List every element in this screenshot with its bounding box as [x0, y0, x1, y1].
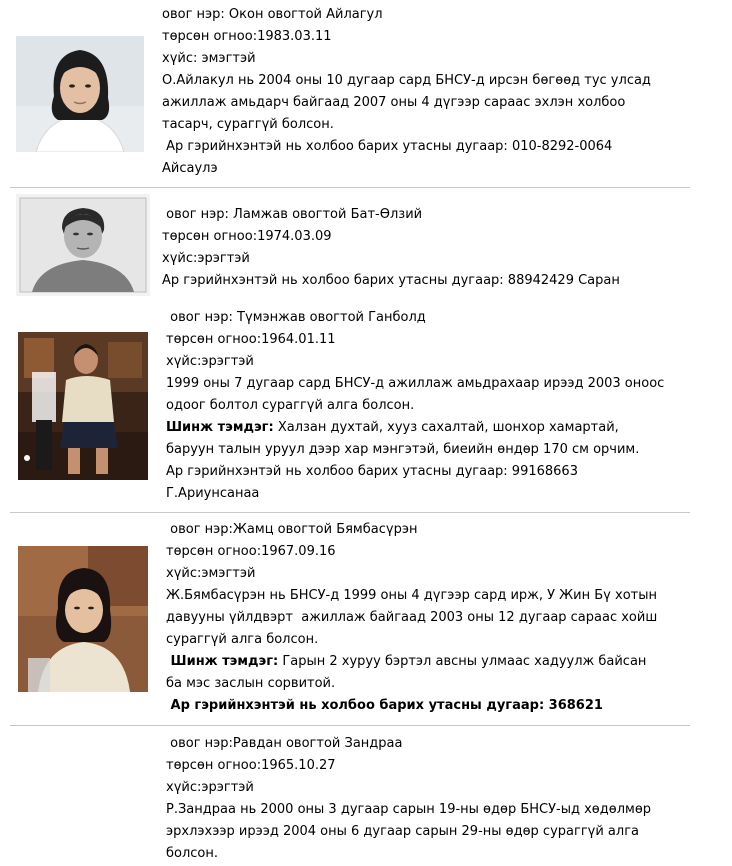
name-line: овог нэр: Түмэнжав овогтой Ганболд: [166, 310, 426, 325]
description-line: давууны үйлдвэрт ажиллаж байгаад 2003 оны 12 дугаар сараас хойш: [166, 610, 658, 625]
gender-line: хүйс:эрэгтэй: [166, 354, 254, 369]
contact-name-line: Айсаулэ: [162, 161, 218, 176]
entry-divider: [10, 512, 690, 513]
marks-text: Халзан духтай, хууз сахалтай, шонхор хамартай,: [273, 420, 619, 435]
entry-divider: [10, 725, 690, 726]
description-line: Р.Зандраа нь 2000 оны 3 дугаар сарын 19-ны өдөр БНСУ-ыд хөдөлмөр: [166, 802, 652, 817]
description-line: болсон.: [166, 846, 219, 861]
description-line: 1999 оны 7 дугаар сард БНСУ-д ажиллаж амьдрахаар ирээд 2003 оноос: [166, 376, 665, 391]
marks-label: Шинж тэмдэг:: [166, 420, 274, 435]
contact-line: Ар гэрийнхэнтэй нь холбоо барих утасны дугаар: 010-8292-0064: [162, 139, 613, 154]
description-line: О.Айлакул нь 2004 оны 10 дугаар сард БНСУ-д ирсэн бөгөөд тус улсад: [162, 73, 651, 88]
contact-line: Ар гэрийнхэнтэй нь холбоо барих утасны дугаар: 368621: [166, 698, 603, 713]
person-text: [162, 4, 651, 180]
person-text: [166, 733, 651, 865]
contact-line: Ар гэрийнхэнтэй нь холбоо барих утасны дугаар: 99168663: [166, 464, 578, 479]
marks-text: баруун талын уруул дээр хар мэнгэтэй, биеийн өндөр 170 см орчим.: [166, 442, 640, 457]
birth-date-line: төрсөн огноо:1983.03.11: [162, 29, 332, 44]
gender-line: хүйс:эрэгтэй: [166, 780, 254, 795]
name-line: овог нэр:Равдан овогтой Зандраа: [166, 736, 403, 751]
gender-line: хүйс:эрэгтэй: [162, 251, 250, 266]
entry-divider: [10, 187, 690, 188]
description-line: сураггүй алга болсон.: [166, 632, 319, 647]
distinguishing-marks-line: [166, 651, 657, 673]
birth-date-line: төрсөн огноо:1974.03.09: [162, 229, 332, 244]
contact-line: Ар гэрийнхэнтэй нь холбоо барих утасны дугаар: 88942429 Саран: [162, 273, 620, 288]
contact-name-line: Г.Ариунсанаа: [166, 486, 260, 501]
marks-text: Гарын 2 хуруу бэртэл авсны улмаас хадуулж байсан: [278, 654, 647, 669]
description-line: одоог болтол сураггүй алга болсон.: [166, 398, 415, 413]
person-photo: [16, 194, 150, 296]
distinguishing-marks-line: [166, 417, 664, 439]
marks-label: Шинж тэмдэг:: [166, 654, 279, 669]
description-line: эрхлэхээр ирээд 2004 оны 6 дугаар сарын 29-ны өдөр сураггүй алга: [166, 824, 639, 839]
person-photo: [18, 332, 148, 480]
marks-text: ба мэс заслын сорвитой.: [166, 676, 336, 691]
person-photo: [18, 546, 148, 692]
person-text: [162, 204, 620, 292]
gender-line: хүйс:эмэгтэй: [166, 566, 256, 581]
name-line: овог нэр: Окон овогтой Айлагул: [162, 7, 383, 22]
name-line: овог нэр: Ламжав овогтой Бат-Өлзий: [162, 207, 423, 222]
person-photo: [16, 36, 144, 152]
person-text: [166, 307, 664, 505]
description-line: Ж.Бямбасүрэн нь БНСУ-д 1999 оны 4 дүгээр сард ирж, У Жин Бү хотын: [166, 588, 657, 603]
birth-date-line: төрсөн огноо:1965.10.27: [166, 758, 336, 773]
birth-date-line: төрсөн огноо:1964.01.11: [166, 332, 336, 347]
description-line: ажиллаж амьдарч байгаад 2007 оны 4 дүгээр сараас эхлэн холбоо: [162, 95, 626, 110]
birth-date-line: төрсөн огноо:1967.09.16: [166, 544, 336, 559]
person-text: [166, 519, 657, 717]
description-line: тасарч, сураггүй болсон.: [162, 117, 334, 132]
gender-line: хүйс: эмэгтэй: [162, 51, 256, 66]
name-line: овог нэр:Жамц овогтой Бямбасүрэн: [166, 522, 418, 537]
